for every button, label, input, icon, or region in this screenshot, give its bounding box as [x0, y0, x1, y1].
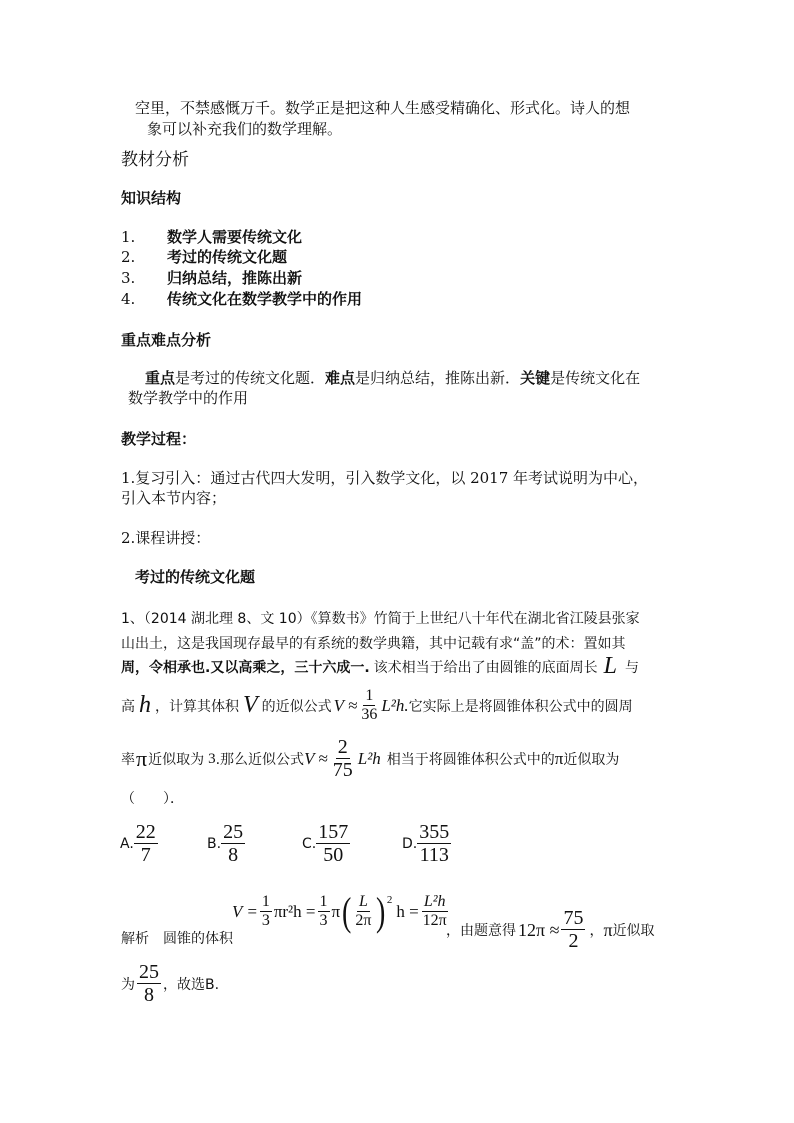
focus-title: 重点难点分析: [121, 331, 212, 349]
intro-line-2: 象可以补充我们的数学理解。: [147, 120, 343, 138]
step1-line-1: 1.复习引入：通过古代四大发明，引入数学文化，以 2017 年考试说明为中心，: [121, 469, 649, 487]
option-d: D. $\frac{355}{113}$: [402, 821, 450, 866]
solution-condition: ，由题意得 12π ≈ $\frac{75}{2}$ ， π 近似取: [446, 907, 655, 952]
volume-formula: V = $\frac{1}{3}$ πr²h = $\frac{1}{3}$ π ( $\frac{L}{2\pi}$ ) $^2$ h = $\frac{\text{L²h}}{12\pi}$: [232, 889, 447, 934]
problem-line-3: 周，令相承也.又以高乘之，三十六成一. 该术相当于给出了由圆锥的底面周长 L 与: [121, 653, 639, 679]
section-title: 教材分析: [121, 150, 189, 170]
problem-line-2: 山出土，这是我国现存最早的有系统的数学典籍，其中记载有求“盖”的术：置如其: [121, 636, 626, 652]
focus-line-1: 重点是考过的传统文化题．难点是归纳总结，推陈出新．关键是传统文化在: [145, 369, 641, 387]
solution-conclusion: 为 $\frac{25}{8}$ ，故选B.: [121, 961, 220, 1006]
intro-line-1: 空里，不禁感慨万千。数学正是把这种人生感受精确化、形式化。诗人的想: [135, 99, 631, 117]
knowledge-item: 2. 考过的传统文化题: [121, 248, 288, 266]
knowledge-item: 3. 归纳总结，推陈出新: [121, 269, 303, 287]
sub-title: 考过的传统文化题: [135, 568, 256, 586]
step2-label: 2.课程讲授：: [121, 529, 211, 547]
option-a: A. $\frac{22}{7}$: [120, 821, 156, 866]
knowledge-item: 1. 数学人需要传统文化: [121, 228, 303, 246]
option-b: B. $\frac{25}{8}$: [207, 821, 244, 866]
problem-line-4: 高 h ，计算其体积 V 的近似公式 V ≈ $\frac{1}{36}$ L²h. 它实际上是将圆锥体积公式中的圆周: [121, 687, 633, 723]
problem-line-1: 1、（2014 湖北理 8、文 10）《算数书》竹简于上世纪八十年代在湖北省江陵县张家: [121, 611, 640, 627]
step1-line-2: 引入本节内容；: [121, 489, 227, 507]
knowledge-item: 4. 传统文化在数学教学中的作用: [121, 290, 363, 308]
focus-line-2: 数学教学中的作用: [128, 389, 249, 407]
process-title: 教学过程：: [121, 430, 197, 448]
answer-blank: （ ）．: [121, 791, 184, 807]
solution-label: 解析 圆锥的体积: [121, 931, 233, 947]
option-c: C. $\frac{157}{50}$: [302, 821, 349, 866]
knowledge-title: 知识结构: [121, 189, 182, 207]
problem-line-5: 率 π 近似取为 3 .那么近似公式 V ≈ $\frac{2}{75}$ L²h 相当于将圆锥体积公式中的 π 近似取为: [121, 736, 620, 781]
